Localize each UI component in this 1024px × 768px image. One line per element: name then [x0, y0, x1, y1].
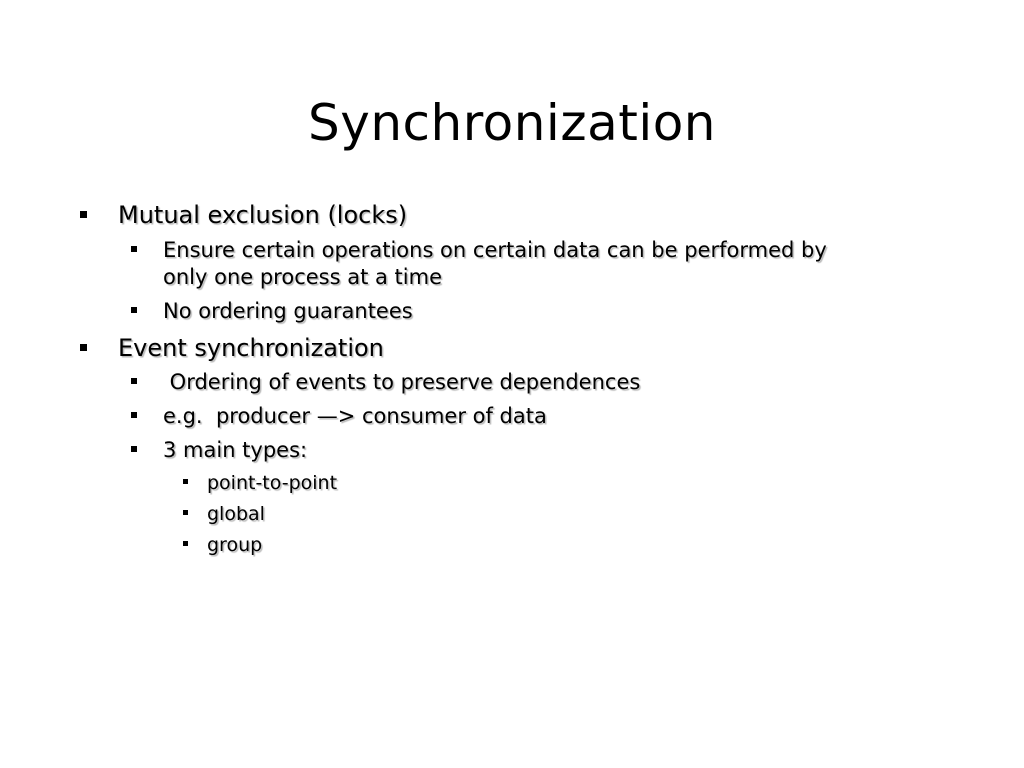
bullet-item	[80, 333, 384, 363]
bullet-marker	[131, 446, 137, 452]
bullet-item	[80, 200, 407, 230]
sub-sub-bullet-item	[183, 501, 265, 527]
bullet-marker	[131, 378, 137, 384]
bullet-marker	[183, 479, 188, 484]
bullet-marker	[131, 412, 137, 418]
bullet-text: Mutual exclusion (locks)	[118, 201, 408, 229]
sub-bullet-continuation	[163, 264, 442, 291]
sub-bullet-item	[131, 369, 640, 396]
bullet-marker	[131, 307, 137, 313]
bullet-marker	[80, 211, 87, 218]
bullet-text: e.g. producer —> consumer of data	[163, 404, 547, 428]
bullet-marker	[183, 510, 188, 515]
bullet-text: 3 main types:	[163, 438, 308, 462]
bullet-text: point-to-point	[207, 472, 338, 494]
bullet-text: Ensure certain operations on certain data can be performed by	[163, 238, 827, 262]
bullet-marker	[183, 541, 188, 546]
bullet-text: No ordering guarantees	[163, 299, 413, 323]
bullet-text: Ordering of events to preserve dependences	[163, 370, 641, 394]
sub-bullet-item	[131, 298, 413, 325]
bullet-text: group	[207, 534, 263, 556]
sub-sub-bullet-item	[183, 532, 262, 558]
bullet-marker	[80, 344, 87, 351]
bullet-marker	[131, 246, 137, 252]
sub-bullet-item	[131, 437, 307, 464]
sub-sub-bullet-item	[183, 470, 337, 496]
slide-title: Synchronization	[308, 94, 716, 152]
bullet-text: global	[207, 503, 265, 525]
sub-bullet-item	[131, 403, 547, 430]
bullet-text: Event synchronization	[118, 334, 384, 362]
sub-bullet-item	[131, 237, 827, 264]
bullet-text: only one process at a time	[163, 265, 442, 289]
